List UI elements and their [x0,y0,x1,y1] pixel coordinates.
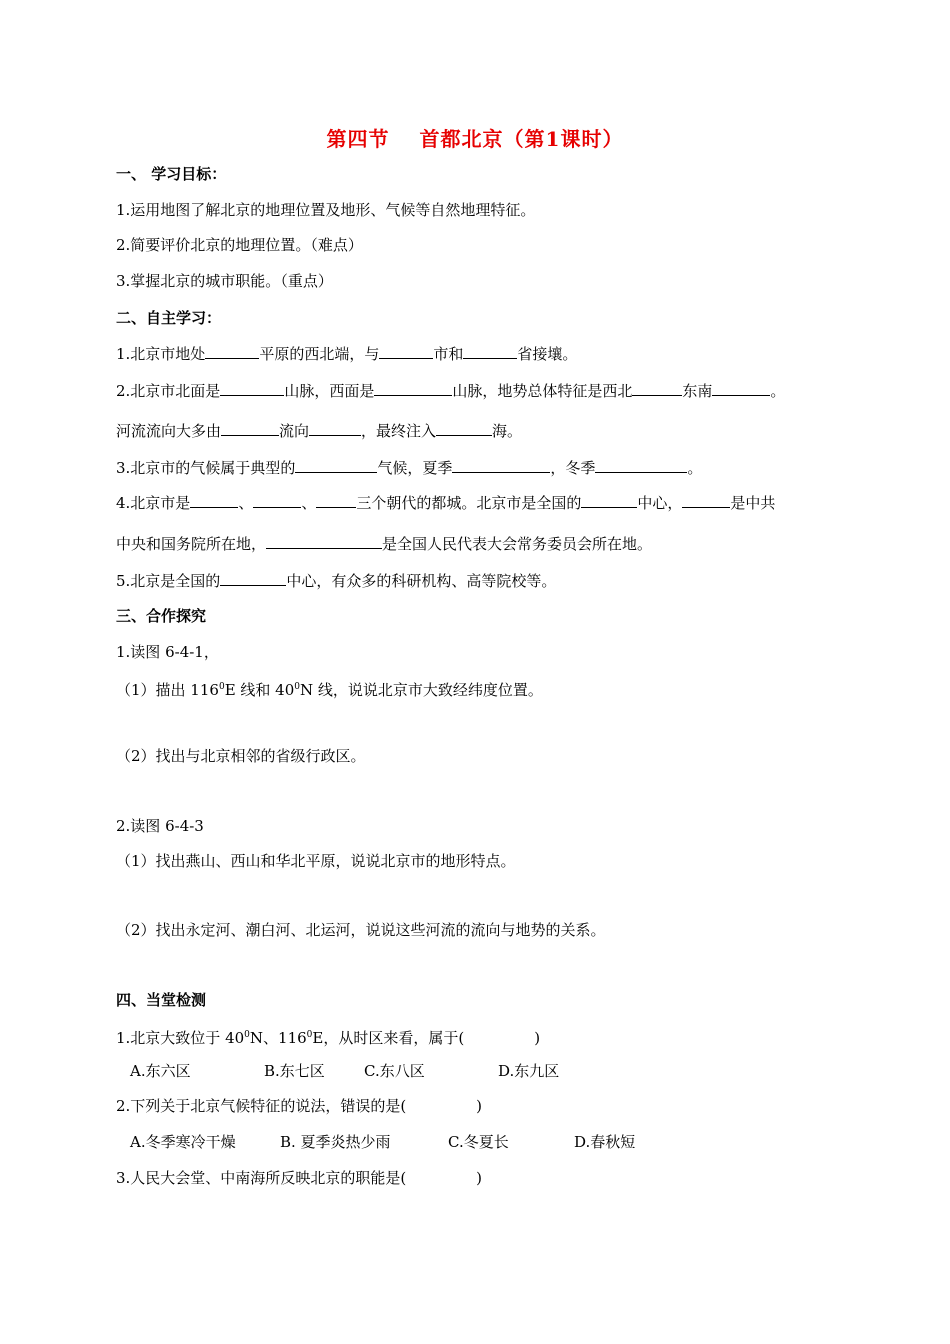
answer-blank[interactable] [712,380,770,396]
section-heading-self-study: 二、自主学习： [116,309,222,327]
explore-question-2-1: （1）找出燕山、西山和华北平原，说说北京市的地形特点。 [116,852,516,870]
section-heading-check: 四、当堂检测 [116,991,207,1009]
answer-blank[interactable] [220,570,286,586]
answer-blank[interactable] [463,343,517,359]
answer-blank[interactable] [595,457,687,473]
answer-blank[interactable] [316,492,356,508]
answer-blank[interactable] [190,492,238,508]
option-b[interactable]: B. 夏季炎热少雨 [280,1133,391,1151]
explore-question-1: 1.读图 6-4-1， [116,643,219,661]
check-question-2-options [130,1132,635,1152]
question-self-4: 4.北京市是 、 、 三个朝代的都城。北京市是全国的 中心， 是中共 [116,494,776,512]
answer-blank[interactable] [221,420,279,436]
option-c[interactable]: C.冬夏长 [448,1133,509,1151]
answer-blank[interactable] [632,380,682,396]
question-self-2: 2.北京市北面是 山脉，西面是 山脉，地势总体特征是西北 东南 。 [116,382,786,400]
goal-item-1: 1.运用地图了解北京的地理位置及地形、气候等自然地理特征。 [116,201,536,219]
goal-item-3: 3.掌握北京的城市职能。（重点） [116,272,333,290]
check-question-3: 3.人民大会堂、中南海所反映北京的职能是( ) [116,1169,483,1187]
title-section-number: 第四节 [326,127,390,151]
question-self-2-cont: 河流流向大多由 流向 ，最终注入 海。 [116,422,523,440]
answer-blank[interactable] [205,343,259,359]
answer-blank[interactable] [309,420,361,436]
question-self-5: 5.北京是全国的 中心，有众多的科研机构、高等院校等。 [116,572,557,590]
answer-blank[interactable] [266,533,382,549]
option-a[interactable]: A.冬季寒冷干燥 [130,1133,236,1151]
answer-blank[interactable] [295,457,377,473]
goal-item-2: 2.简要评价北京的地理位置。（难点） [116,236,363,254]
section-heading-goals: 一、 学习目标： [116,165,227,183]
answer-blank[interactable] [581,492,637,508]
section-heading-cooperation: 三、合作探究 [116,607,207,625]
answer-blank[interactable] [379,343,433,359]
page-title [0,123,950,152]
answer-blank[interactable] [374,380,452,396]
option-a[interactable]: A.东六区 [130,1062,191,1080]
answer-blank[interactable] [253,492,301,508]
answer-blank[interactable] [436,420,492,436]
answer-blank[interactable] [682,492,730,508]
check-question-1: 1.北京大致位于 $40^0N$、$116^0E$，从时区来看，属于( ) [116,1029,541,1047]
title-topic: 首都北京（第1课时） [419,127,624,151]
question-self-3: 3.北京市的气候属于典型的 气候，夏季 ，冬季 。 [116,459,703,477]
option-c[interactable]: C.东八区 [364,1062,425,1080]
explore-question-1-1: （1）描出 $116^0E$ 线和 $40^0N$ 线，说说北京市大致经纬度位置。 [116,681,543,699]
question-self-1: 1.北京市地处 平原的西北端，与 市和 省接壤。 [116,345,578,363]
explore-question-1-2: （2）找出与北京相邻的省级行政区。 [116,747,366,765]
question-self-4-cont: 中央和国务院所在地， 是全国人民代表大会常务委员会所在地。 [116,535,653,553]
explore-question-2: 2.读图 6-4-3 [116,817,204,835]
option-d[interactable]: D.春秋短 [574,1133,636,1151]
check-question-1-options [130,1061,559,1081]
answer-blank[interactable] [452,457,550,473]
answer-blank[interactable] [220,380,284,396]
explore-question-2-2: （2）找出永定河、潮白河、北运河，说说这些河流的流向与地势的关系。 [116,921,606,939]
option-b[interactable]: B.东七区 [264,1062,325,1080]
option-d[interactable]: D.东九区 [498,1062,560,1080]
check-question-2: 2.下列关于北京气候特征的说法，错误的是( ) [116,1097,483,1115]
